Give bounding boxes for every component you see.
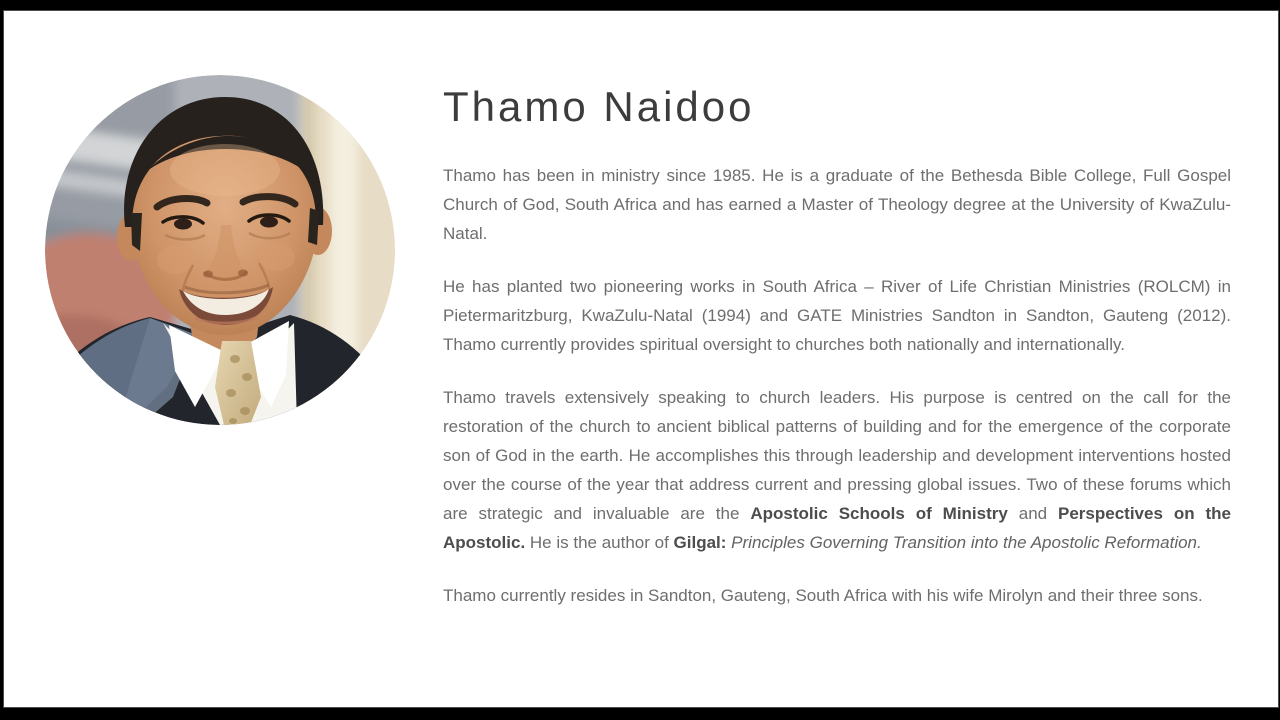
- bio-paragraph-1: Thamo has been in ministry since 1985. He is a graduate of the Bethesda Bible College, Full Gospel Church of God, South Africa and has earned a Master of Theology degree at the University of KwaZulu-Natal.: [443, 166, 1231, 243]
- book-title: Gilgal:: [673, 533, 727, 552]
- bio-text-run: and: [1007, 504, 1059, 523]
- forum-name-2: Perspectives on the Apostolic.: [443, 504, 1231, 552]
- bio-text-run: Thamo travels extensively speaking to church leaders. His purpose is centred on the call for the restoration of the church to ancient biblical patterns of building and for the emergence of the corporate son of God in the earth. He accomplishes this through leadership and development interventions hosted over the course of the year that address current and pressing global issues. Two of these forums which are strategic and invaluable are the: [443, 388, 1231, 523]
- forum-name-1: Apostolic Schools of Ministry: [750, 504, 1008, 523]
- letterbox-top: [0, 0, 1280, 10]
- bio-page: [3, 10, 1279, 708]
- bio-text-run: He is the author of: [525, 533, 674, 552]
- page-title: Thamo Naidoo: [443, 83, 755, 130]
- letterbox-bottom: [0, 708, 1280, 720]
- bio-paragraph-4: Thamo currently resides in Sandton, Gauteng, South Africa with his wife Mirolyn and their three sons.: [443, 586, 1203, 605]
- bio-content: [443, 83, 1231, 610]
- bio-paragraph-3: [443, 383, 1231, 557]
- bio-paragraph-2: He has planted two pioneering works in South Africa – River of Life Christian Ministries (ROLCM) in Pietermaritzburg, KwaZulu-Natal (1994) and GATE Ministries Sandton in Sandton, Gauteng (2012). Thamo currently provides spiritual oversight to churches both nationally and internationally.: [443, 277, 1231, 354]
- book-subtitle: Principles Governing Transition into the Apostolic Reformation.: [726, 533, 1202, 552]
- profile-photo: [45, 75, 395, 425]
- portrait-photo-svg: [45, 75, 395, 425]
